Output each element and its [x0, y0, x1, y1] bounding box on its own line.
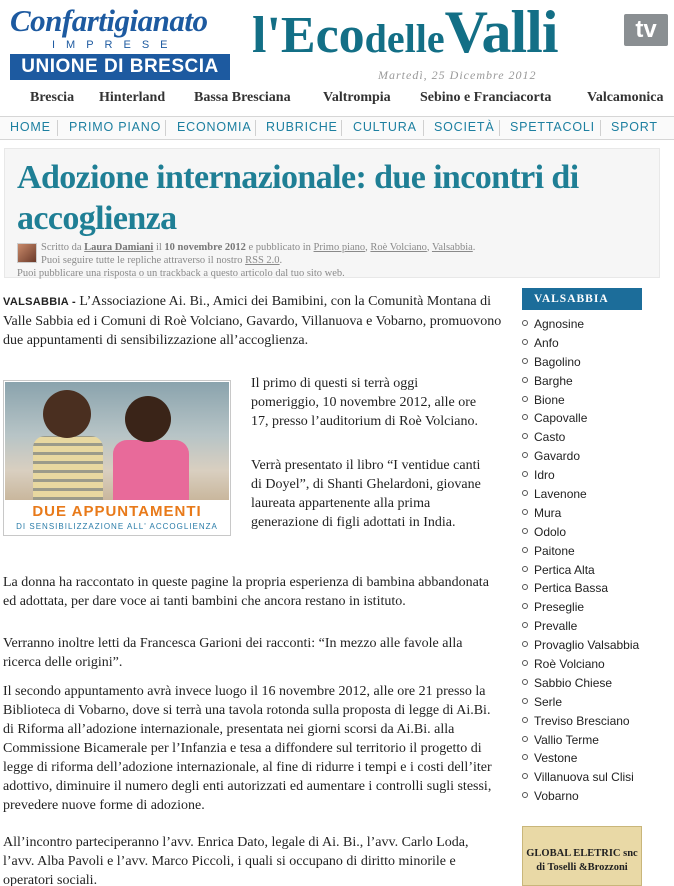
nav-societa[interactable]: SOCIETÀ [434, 120, 495, 134]
meta-reply-text: Puoi pubblicare una risposta o un trackback a questo articolo dal tuo sito web. [17, 268, 345, 279]
meta-line-author: Scritto da Laura Damiani il 10 novembre 2012 e pubblicato in Primo piano, Roè Volciano, Valsabbia. [41, 242, 476, 253]
bullet-icon [522, 358, 528, 364]
geo-nav [0, 90, 674, 112]
sidebar-item-label: Serle [534, 694, 563, 709]
bullet-icon [522, 679, 528, 685]
meta-written-by: Scritto da [41, 242, 82, 253]
sponsor-banner[interactable] [522, 826, 642, 886]
sidebar-item-label: Roè Volciano [534, 657, 605, 672]
bullet-icon [522, 414, 528, 420]
sidebar-item-label: Gavardo [534, 449, 581, 464]
sidebar-item-casto[interactable] [522, 430, 642, 444]
sponsor-name: GLOBAL ELETRIC snc [526, 848, 638, 859]
nav-rubriche[interactable]: RUBRICHE [266, 120, 338, 134]
sidebar-item-vobarno[interactable] [522, 789, 642, 803]
nav-separator [423, 120, 424, 136]
sidebar-item-odolo[interactable] [522, 525, 642, 539]
bullet-icon [522, 452, 528, 458]
sidebar-item-label: Sabbio Chiese [534, 675, 613, 690]
sidebar-item-lavenone[interactable] [522, 487, 642, 501]
sidebar-item-paitone[interactable] [522, 544, 642, 558]
section-nav [0, 116, 674, 140]
sidebar-item-label: Prevalle [534, 619, 578, 634]
sidebar-item-barghe[interactable] [522, 374, 642, 388]
photo-shape [43, 390, 91, 438]
nav-home[interactable]: HOME [10, 120, 51, 134]
bullet-icon [522, 377, 528, 383]
sidebar-item-label: Vallio Terme [534, 732, 599, 747]
sidebar-item-label: Agnosine [534, 317, 585, 331]
sidebar-item-capovalle[interactable] [522, 411, 642, 425]
author-name: Laura Damiani [84, 242, 154, 253]
sidebar-item-serle[interactable] [522, 695, 642, 709]
location-dash: - [68, 296, 80, 308]
bullet-icon [522, 320, 528, 326]
sidebar-item-provaglio-valsabbia[interactable] [522, 638, 642, 652]
article-intro [3, 292, 503, 350]
sidebar-item-vestone[interactable] [522, 751, 642, 765]
sidebar-item-label: Casto [534, 430, 566, 445]
bullet-icon [522, 660, 528, 666]
sidebar-item-label: Pertica Bassa [534, 581, 609, 596]
sidebar-item-label: Odolo [534, 524, 567, 539]
meta-line-rss: Puoi seguire tutte le repliche attraverso il nostro RSS 2.0. [41, 255, 283, 266]
bullet-icon [522, 433, 528, 439]
article-header [4, 148, 660, 278]
sidebar-item-label: Paitone [534, 543, 575, 558]
sidebar-item-label: Bagolino [534, 354, 581, 369]
bullet-icon [522, 773, 528, 779]
bullet-icon [522, 339, 528, 345]
confartigianato-unione: UNIONE DI BRESCIA [10, 54, 230, 80]
sidebar-item-label: Pertica Alta [534, 562, 595, 577]
bullet-icon [522, 547, 528, 553]
nav-separator [499, 120, 500, 136]
photo-caption-main: DUE APPUNTAMENTI [32, 503, 202, 520]
bullet-icon [522, 717, 528, 723]
bullet-icon [522, 396, 528, 402]
eco-logo-eco: l'Eco [252, 7, 365, 64]
sidebar-item-prevalle[interactable] [522, 619, 642, 633]
sidebar-item-label: Treviso Bresciano [534, 713, 630, 728]
sidebar-list [522, 317, 642, 803]
bullet-icon [522, 584, 528, 590]
confartigianato-imprese: IMPRESE [52, 39, 179, 51]
geo-nav-hinterland[interactable]: Hinterland [99, 90, 166, 105]
bullet-icon [522, 792, 528, 798]
sidebar-item-agnosine[interactable] [522, 317, 642, 331]
sidebar-item-label: Provaglio Valsabbia [534, 638, 640, 653]
bullet-icon [522, 471, 528, 477]
bullet-icon [522, 528, 528, 534]
rss-link[interactable]: RSS 2.0 [245, 255, 280, 266]
eco-delle-valli-logo[interactable] [252, 0, 672, 70]
paragraph-first-event: Il primo di questi si terrà oggi pomeriggio, 10 novembre 2012, alle ore 17, presso l’auditorium di Roè Volciano. [251, 376, 478, 429]
sidebar-item-label: Vestone [534, 751, 578, 766]
article-meta [17, 241, 657, 280]
nav-cultura[interactable]: CULTURA [353, 120, 417, 134]
bullet-icon [522, 698, 528, 704]
sidebar-item-label: Villanuova sul Clisi [534, 770, 634, 785]
paragraph-story: La donna ha raccontato in queste pagine la propria esperienza di bambina abbandonata ed adottata, per dare voce ai tanti bambini che ancora restano in istituto. [3, 575, 489, 609]
bullet-icon [522, 603, 528, 609]
sidebar-item-label: Anfo [534, 335, 559, 350]
nav-sport[interactable]: SPORT [611, 120, 658, 134]
nav-separator [165, 120, 166, 136]
geo-nav-bassa-bresciana[interactable]: Bassa Bresciana [194, 90, 291, 105]
geo-nav-brescia[interactable]: Brescia [30, 90, 75, 105]
location-tag: VALSABBIA [3, 296, 69, 308]
intro-text: L’Associazione Ai. Bi., Amici dei Bamibini, con la Comunità Montana di Valle Sabbia ed i Comuni di Roè Volciano, Gavardo, Villanuova e Vobarno, promuovono due appuntamenti di sensibilizzazione all’accoglienza. [3, 294, 502, 348]
bullet-icon [522, 622, 528, 628]
sidebar-item-label: Idro [534, 468, 555, 483]
bullet-icon [522, 566, 528, 572]
sidebar-item-anfo[interactable] [522, 336, 642, 350]
bullet-icon [522, 509, 528, 515]
sidebar-item-preseglie[interactable] [522, 600, 642, 614]
bullet-icon [522, 736, 528, 742]
photo-shape [113, 440, 189, 500]
nav-spettacoli[interactable]: SPETTACOLI [510, 120, 595, 134]
tv-badge: tv [624, 14, 668, 46]
category-link-primo-piano[interactable]: Primo piano [313, 242, 366, 253]
bullet-icon [522, 490, 528, 496]
meta-follow-text: Puoi seguire tutte le repliche attraverso il nostro [41, 255, 243, 266]
paragraph-readings: Verranno inoltre letti da Francesca Garioni dei racconti: “In mezzo alle favole alla ricerca delle origini”. [3, 636, 463, 670]
photo-caption-sub: DI SENSIBILIZZAZIONE ALL' ACCOGLIENZA [16, 522, 218, 531]
article-photo[interactable] [3, 380, 231, 536]
sidebar-item-label: Mura [534, 505, 562, 520]
nav-primo-piano[interactable]: PRIMO PIANO [69, 120, 162, 134]
nav-economia[interactable]: ECONOMIA [177, 120, 252, 134]
sidebar-item-sabbio-chiese[interactable] [522, 676, 642, 690]
geo-nav-valtrompia[interactable]: Valtrompia [323, 90, 391, 105]
paragraph-second-event: Il secondo appuntamento avrà invece luogo il 16 novembre 2012, alle ore 21 presso la Biblioteca di Vobarno, dove si terrà una tavola rotonda sulla proposta di legge di Ai.Bi. di Riforma all’adozione internazionale, presentata nei giorni scorsi da Ai.Bi. alla Commissione Bicamerale per l’Infanzia e tesa a diffondere sul territorio il progetto di legge di riforma dell’adozione internazionale, al fine di ridurre i tempi e i costi dell’iter adottivo, diminuire il numero degli enti autorizzati ed aumentare i controlli sugli stessi, prevedere nuove forme di adozione. [3, 684, 492, 813]
sidebar-item-treviso-bresciano[interactable] [522, 714, 642, 728]
publish-date: 10 novembre 2012 [164, 242, 246, 253]
sidebar-item-mura[interactable] [522, 506, 642, 520]
children-photo [5, 382, 229, 500]
sidebar-item-vallio-terme[interactable] [522, 733, 642, 747]
confartigianato-name: Confartigianato [10, 3, 208, 38]
sidebar-item-pertica-alta[interactable] [522, 563, 642, 577]
sidebar-item-label: Vobarno [534, 789, 579, 804]
nav-separator [341, 120, 342, 136]
category-link-valsabbia[interactable]: Valsabbia [431, 242, 473, 253]
sidebar-item-villanuova-sul-clisi[interactable] [522, 770, 642, 784]
sidebar-item-label: Bione [534, 392, 565, 407]
current-date: Martedì, 25 Dicembre 2012 [378, 68, 537, 82]
meta-on: il [155, 242, 162, 253]
sidebar-item-label: Lavenone [534, 487, 587, 502]
nav-separator [255, 120, 256, 136]
meta-published-in: e pubblicato in [248, 242, 311, 253]
nav-separator [57, 120, 58, 136]
bullet-icon [522, 754, 528, 760]
bullet-icon [522, 641, 528, 647]
article-title[interactable]: Adozione internazionale: due incontri di accoglienza [17, 159, 579, 237]
eco-logo-delle: delle [364, 16, 445, 61]
sidebar-item-gavardo[interactable] [522, 449, 642, 463]
nav-separator [600, 120, 601, 136]
eco-logo-valli: Valli [444, 0, 558, 65]
sidebar-item-pertica-bassa[interactable] [522, 581, 642, 595]
confartigianato-logo[interactable] [10, 4, 232, 84]
photo-shape [125, 396, 171, 442]
sidebar-heading: VALSABBIA [522, 288, 642, 310]
eco-logo-text [252, 0, 558, 67]
paragraph-book: Verrà presentato il libro “I ventidue canti di Doyel”, di Shanti Ghelardoni, giovane laureata appartenente alla prima generazione di figli adottati in India. [251, 458, 481, 530]
geo-nav-sebino-franciacorta[interactable]: Sebino e Franciacorta [420, 90, 552, 105]
sidebar-valsabbia [522, 288, 642, 808]
author-avatar [17, 243, 37, 263]
sponsor-owners: di Toselli &Brozzoni [536, 862, 628, 873]
geo-nav-valcamonica[interactable]: Valcamonica [587, 90, 664, 105]
category-link-roe-volciano[interactable]: Roè Volciano [370, 242, 427, 253]
paragraph-participants: All’incontro parteciperanno l’avv. Enrica Dato, legale di Ai. Bi., l’avv. Carlo Loda, l’avv. Alba Pavoli e l’avv. Marco Piccoli, i quali si occupano di diritto minorile e operatori sociali. [3, 835, 469, 886]
sidebar-item-label: Barghe [534, 373, 573, 388]
author-link[interactable] [84, 242, 153, 253]
site-header [0, 0, 674, 88]
sidebar-item-label: Capovalle [534, 411, 588, 426]
sidebar-item-idro[interactable] [522, 468, 642, 482]
sidebar-item-bione[interactable] [522, 393, 642, 407]
sidebar-item-roe-volciano[interactable] [522, 657, 642, 671]
photo-shape [33, 436, 103, 500]
sidebar-item-label: Preseglie [534, 600, 585, 615]
sidebar-item-bagolino[interactable] [522, 355, 642, 369]
